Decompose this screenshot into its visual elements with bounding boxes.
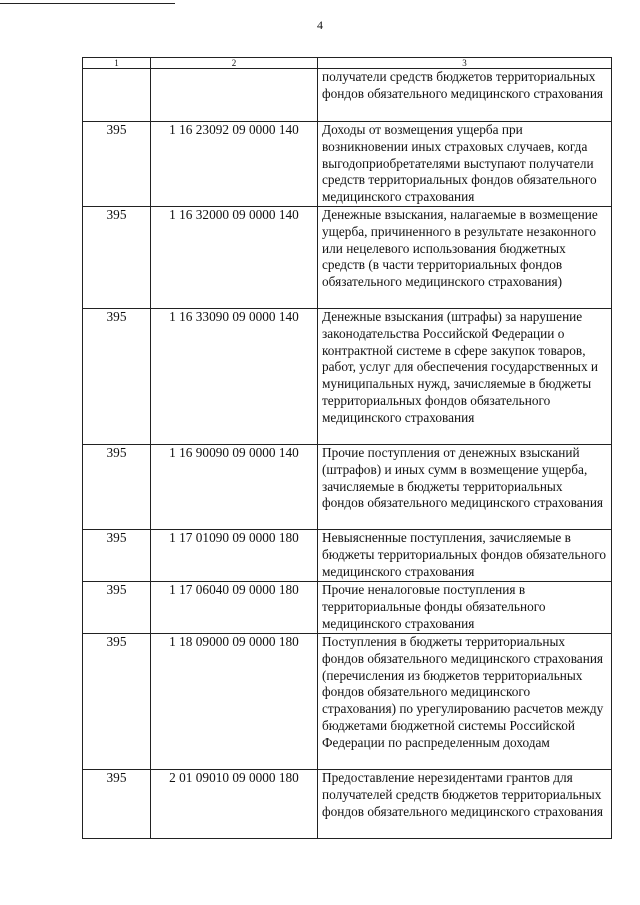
table-row <box>83 69 612 122</box>
column-number-3: 3 <box>318 58 612 69</box>
kbk-code-cell: 1 17 01090 09 0000 180 <box>151 530 318 582</box>
admin-code-cell: 395 <box>83 770 151 839</box>
table-row <box>83 634 612 770</box>
kbk-code-cell: 1 16 23092 09 0000 140 <box>151 122 318 207</box>
revenue-name-cell: Денежные взыскания, налагаемые в возмещение ущерба, причиненного в результате незаконного или нецелевого использования бюджетных средств (в части территориальных фондов обязательного медицинского страхования) <box>318 207 612 309</box>
kbk-code-cell: 1 18 09000 09 0000 180 <box>151 634 318 770</box>
kbk-code-cell: 1 16 90090 09 0000 140 <box>151 445 318 530</box>
kbk-code-cell: 1 16 32000 09 0000 140 <box>151 207 318 309</box>
table-row <box>83 582 612 634</box>
admin-code-cell: 395 <box>83 207 151 309</box>
kbk-code-cell: 1 16 33090 09 0000 140 <box>151 309 318 445</box>
admin-code-cell: 395 <box>83 634 151 770</box>
table-row <box>83 445 612 530</box>
column-number-1: 1 <box>83 58 151 69</box>
admin-code-cell: 395 <box>83 309 151 445</box>
revenue-name-cell: получатели средств бюджетов территориальных фондов обязательного медицинского страхования <box>318 69 612 122</box>
page-number: 4 <box>317 18 323 32</box>
table-row <box>83 770 612 839</box>
kbk-code-cell: 1 17 06040 09 0000 180 <box>151 582 318 634</box>
revenue-name-cell: Доходы от возмещения ущерба при возникновении иных страховых случаев, когда выгодоприобретателями выступают получатели средств территориальных фондов обязательного медицинского страхования <box>318 122 612 207</box>
table-row <box>83 530 612 582</box>
admin-code-cell <box>83 69 151 122</box>
revenue-name-cell: Прочие поступления от денежных взысканий (штрафов) и иных сумм в возмещение ущерба, зачисляемые в бюджеты территориальных фондов обязательного медицинского страхования <box>318 445 612 530</box>
table-row <box>83 309 612 445</box>
column-number-2: 2 <box>151 58 318 69</box>
revenue-name-cell: Поступления в бюджеты территориальных фондов обязательного медицинского страхования (перечисления из бюджетов территориальных фондов обязательного медицинского страхования) по урегулированию расчетов между бюджетами бюджетной системы Российской Федерации по распределенным доходам <box>318 634 612 770</box>
top-rule <box>0 3 175 4</box>
budget-revenue-table <box>82 57 612 839</box>
kbk-code-cell <box>151 69 318 122</box>
admin-code-cell: 395 <box>83 582 151 634</box>
admin-code-cell: 395 <box>83 122 151 207</box>
revenue-name-cell: Предоставление нерезидентами грантов для получателей средств бюджетов территориальных фондов обязательного медицинского страхования <box>318 770 612 839</box>
admin-code-cell: 395 <box>83 530 151 582</box>
revenue-name-cell: Невыясненные поступления, зачисляемые в бюджеты территориальных фондов обязательного медицинского страхования <box>318 530 612 582</box>
revenue-name-cell: Денежные взыскания (штрафы) за нарушение законодательства Российской Федерации о контрактной системе в сфере закупок товаров, работ, услуг для обеспечения государственных и муниципальных нужд, зачисляемые в бюджеты территориальных фондов обязательного медицинского страхования <box>318 309 612 445</box>
revenue-name-cell: Прочие неналоговые поступления в территориальные фонды обязательного медицинского страхования <box>318 582 612 634</box>
column-number-row <box>83 58 612 69</box>
table-row <box>83 207 612 309</box>
table-row <box>83 122 612 207</box>
admin-code-cell: 395 <box>83 445 151 530</box>
kbk-code-cell: 2 01 09010 09 0000 180 <box>151 770 318 839</box>
